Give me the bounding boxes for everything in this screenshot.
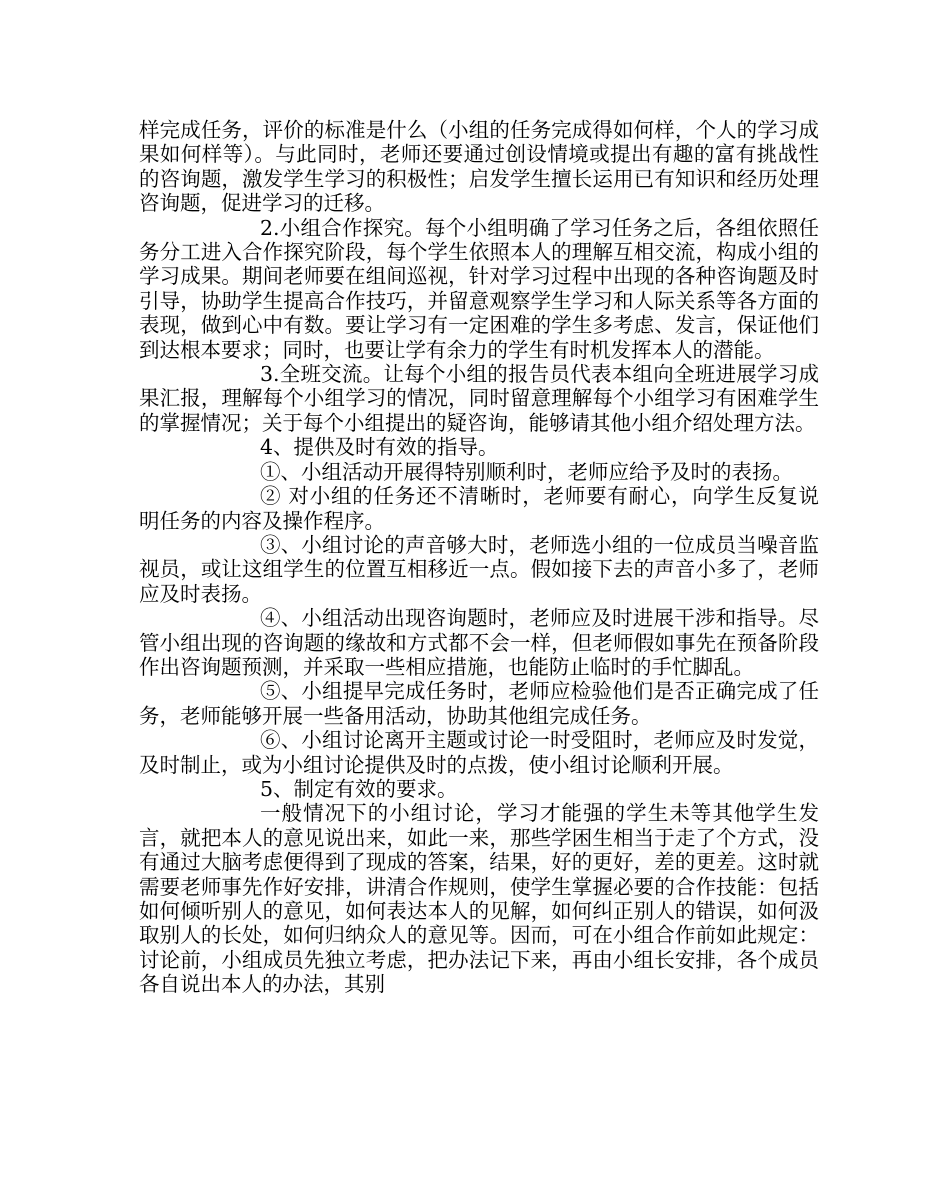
list-item-2: ② 对小组的任务还不清晰时，老师要有耐心，向学生反复说明任务的内容及操作程序。 [139, 484, 819, 533]
list-item-5: ⑤、小组提早完成任务时，老师应检验他们是否正确完成了任务，老师能够开展一些备用活动，协助其他组完成任务。 [139, 679, 819, 728]
paragraph-group-discussion: 一般情况下的小组讨论，学习才能强的学生未等其他学生发言，就把本人的意见说出来，如此一来，那些学困生相当于走了个方式，没有通过大脑考虑便得到了现成的答案，结果，好的更好，差的更差。这时就需要老师事先作好安排，讲清合作规则，使学生掌握必要的合作技能：包括如何倾听别人的意见，如何表达本人的见解，如何纠正别人的错误，如何汲取别人的长处，如何归纳众人的意见等。因而，可在小组合作前如此规定：讨论前，小组成员先独立考虑，把办法记下来，再由小组长安排，各个成员各自说出本人的办法，其别 [139, 801, 819, 997]
list-item-1: ①、小组活动开展得特别顺利时，老师应给予及时的表扬。 [260, 459, 793, 484]
paragraph-group-cooperation: 2.小组合作探究。每个小组明确了学习任务之后，各组依照任务分工进入合作探究阶段，每个学生依照本人的理解互相交流，构成小组的学习成果。期间老师要在组间巡视，针对学习过程中出现的各种咨询题及时引导，协助学生提高合作技巧，并留意观察学生学习和人际关系等各方面的表现，做到心中有数。要让学习有一定困难的学生多考虑、发言，保证他们到达根本要求；同时，也要让学有余力的学生有时机发挥本人的潜能。 [139, 215, 819, 362]
heading-effective-requirements: 5、制定有效的要求。 [260, 776, 458, 801]
document-page [139, 118, 819, 997]
paragraph-class-exchange: 3.全班交流。让每个小组的报告员代表本组向全班进展学习成果汇报，理解每个小组学习的情况，同时留意理解每个小组学习有困难学生的掌握情况；关于每个小组提出的疑咨询，能够请其他小组介绍处理方法。 [139, 362, 819, 435]
paragraph-continuation: 样完成任务，评价的标准是什么（小组的任务完成得如何样，个人的学习成果如何样等）。与此同时，老师还要通过创设情境或提出有趣的富有挑战性的咨询题，激发学生学习的积极性；启发学生擅长运用已有知识和经历处理咨询题，促进学习的迁移。 [139, 118, 819, 216]
list-item-3: ③、小组讨论的声音够大时，老师选小组的一位成员当噪音监视员，或让这组学生的位置互相移近一点。假如接下去的声音小多了，老师应及时表扬。 [139, 532, 819, 606]
list-item-6: ⑥、小组讨论离开主题或讨论一时受阻时，老师应及时发觉，及时制止，或为小组讨论提供及时的点拨，使小组讨论顺利开展。 [139, 728, 819, 777]
list-item-4: ④、小组活动出现咨询题时，老师应及时进展干涉和指导。尽管小组出现的咨询题的缘故和方式都不会一样，但老师假如事先在预备阶段作出咨询题预测，并采取一些相应措施，也能防止临时的手忙脚乱。 [139, 606, 819, 679]
heading-timely-guidance: 4、提供及时有效的指导。 [260, 435, 499, 460]
